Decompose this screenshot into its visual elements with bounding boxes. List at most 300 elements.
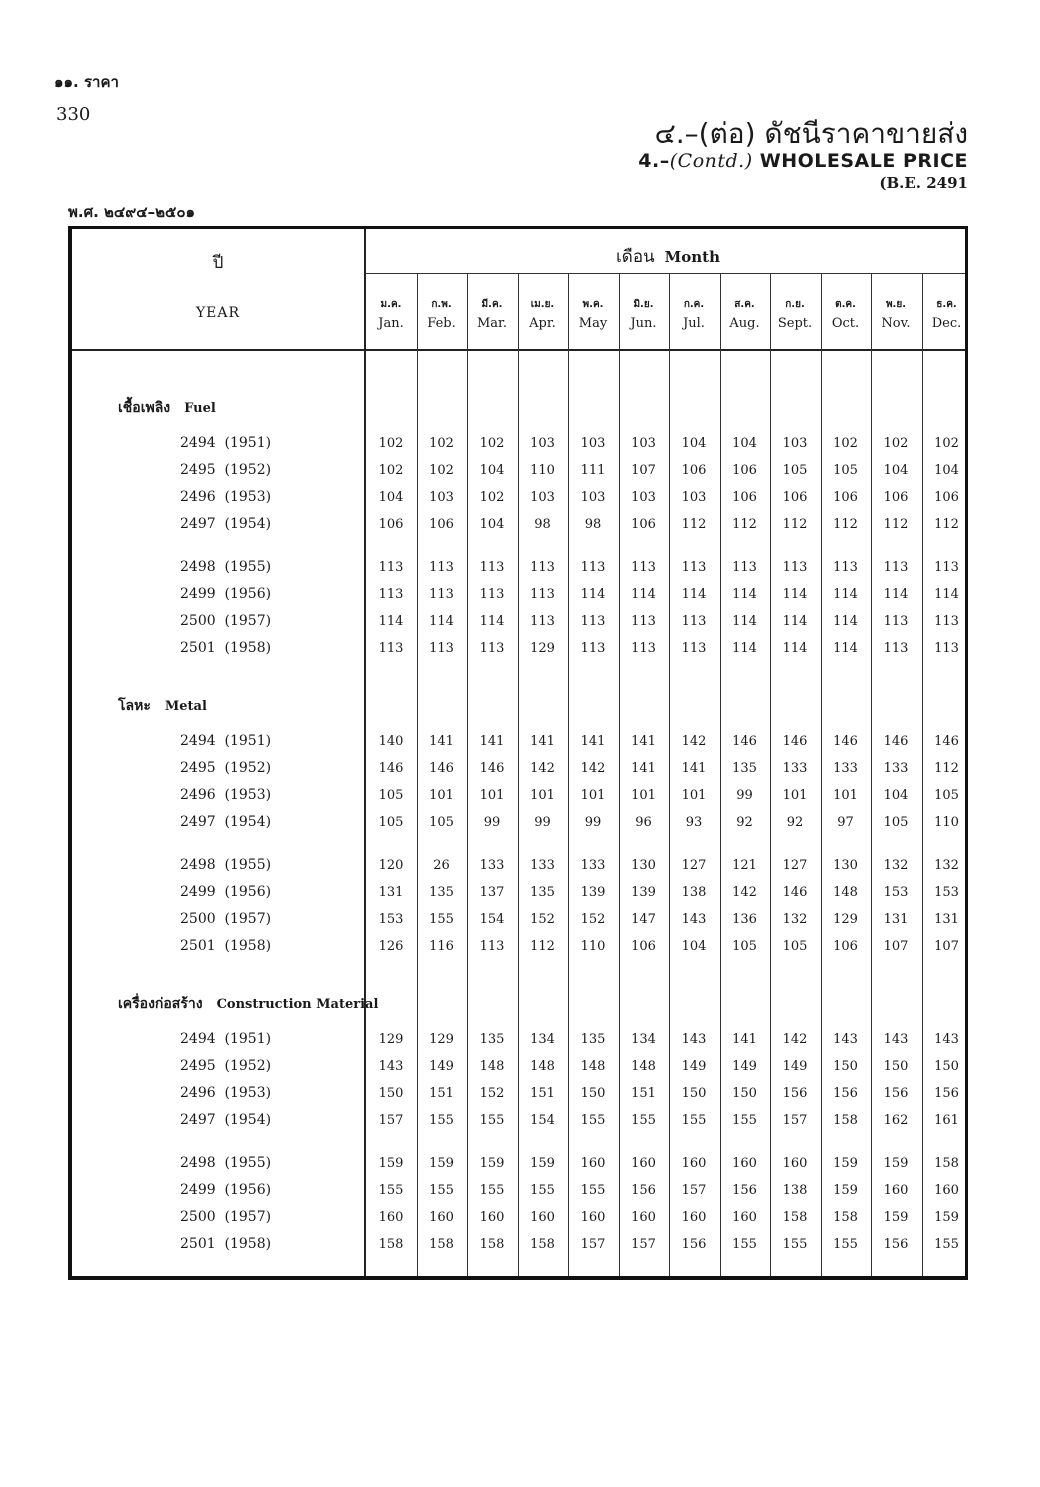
table-cell: 113 xyxy=(833,560,858,575)
table-cell: 155 xyxy=(429,1113,454,1128)
section-label xyxy=(118,397,216,419)
table-cell: 114 xyxy=(782,641,808,656)
row-year-label: 2501 (1958) xyxy=(180,640,272,656)
table-cell: 113 xyxy=(378,560,404,575)
table-cell: 105 xyxy=(378,815,404,830)
table-cell: 26 xyxy=(433,858,450,873)
table-cell: 104 xyxy=(883,788,909,803)
table-cell: 155 xyxy=(479,1183,505,1198)
table-cell: 149 xyxy=(732,1059,757,1074)
table-cell: 106 xyxy=(833,939,858,954)
table-cell: 130 xyxy=(631,858,656,873)
section-label-thai: เชื้อเพลิง xyxy=(118,400,171,416)
table-cell: 114 xyxy=(732,641,757,656)
table-cell: 146 xyxy=(479,761,505,776)
table-cell: 104 xyxy=(681,436,707,451)
table-cell: 141 xyxy=(732,1032,757,1047)
table-cell: 153 xyxy=(883,885,909,900)
table-cell: 97 xyxy=(837,815,854,830)
table-cell: 104 xyxy=(479,463,505,478)
table-cell: 160 xyxy=(530,1210,555,1225)
table-cell: 116 xyxy=(429,939,454,954)
table-cell: 143 xyxy=(681,1032,707,1047)
table-cell: 113 xyxy=(580,614,606,629)
table-cell: 160 xyxy=(580,1210,606,1225)
table-cell: 159 xyxy=(429,1156,454,1171)
table-cell: 133 xyxy=(530,858,555,873)
table-cell: 135 xyxy=(479,1032,505,1047)
month-thai: เม.ย. xyxy=(530,299,555,310)
table-cell: 148 xyxy=(833,885,858,900)
month-thai: มี.ค. xyxy=(481,299,503,310)
table-cell: 120 xyxy=(378,858,404,873)
table-cell: 112 xyxy=(883,517,909,532)
table-cell: 102 xyxy=(479,436,505,451)
table-cell: 102 xyxy=(883,436,909,451)
row-year-label: 2498 (1955) xyxy=(180,1155,272,1171)
table-cell: 149 xyxy=(782,1059,808,1074)
month-english: Feb. xyxy=(427,316,456,331)
table-cell: 129 xyxy=(530,641,555,656)
table-cell: 133 xyxy=(833,761,858,776)
table-cell: 160 xyxy=(631,1156,656,1171)
table-cell: 143 xyxy=(833,1032,858,1047)
table-cell: 141 xyxy=(479,734,505,749)
table-cell: 133 xyxy=(782,761,808,776)
month-header xyxy=(364,243,972,270)
month-english: Jun. xyxy=(630,316,657,331)
table-cell: 156 xyxy=(782,1086,808,1101)
table-cell: 131 xyxy=(378,885,404,900)
table-cell: 142 xyxy=(782,1032,808,1047)
table-cell: 113 xyxy=(934,560,959,575)
row-year-label: 2498 (1955) xyxy=(180,559,272,575)
section-label-english: Construction Material xyxy=(216,997,379,1012)
table-cell: 146 xyxy=(883,734,909,749)
table-cell: 113 xyxy=(782,560,808,575)
title-base-year: (B.E. 2491 xyxy=(879,174,968,192)
table-cell: 160 xyxy=(681,1210,707,1225)
table-cell: 113 xyxy=(479,560,505,575)
table-cell: 159 xyxy=(479,1156,505,1171)
title-en-contd: (Contd.) xyxy=(669,150,753,172)
table-cell: 138 xyxy=(782,1183,808,1198)
page-number: 330 xyxy=(56,104,91,125)
table-cell: 141 xyxy=(631,734,656,749)
table-cell: 113 xyxy=(934,641,959,656)
row-year-label: 2495 (1952) xyxy=(180,760,272,776)
month-column-header xyxy=(770,295,820,333)
row-year-label: 2501 (1958) xyxy=(180,1236,272,1252)
table-cell: 113 xyxy=(681,560,707,575)
table-cell: 141 xyxy=(429,734,454,749)
running-head: ๑๑. ราคา xyxy=(54,73,119,91)
table-cell: 155 xyxy=(580,1113,606,1128)
row-year-label: 2500 (1957) xyxy=(180,1209,272,1225)
table-cell: 158 xyxy=(479,1237,505,1252)
table-cell: 158 xyxy=(934,1156,959,1171)
table-cell: 102 xyxy=(934,436,959,451)
table-cell: 106 xyxy=(429,517,454,532)
table-cell: 157 xyxy=(378,1113,404,1128)
row-year-label: 2496 (1953) xyxy=(180,1085,272,1101)
table-cell: 113 xyxy=(883,614,909,629)
table-cell: 130 xyxy=(833,858,858,873)
table-cell: 160 xyxy=(631,1210,656,1225)
table-cell: 113 xyxy=(479,641,505,656)
table-cell: 92 xyxy=(736,815,753,830)
table-cell: 101 xyxy=(782,788,808,803)
table-cell: 113 xyxy=(883,560,909,575)
table-cell: 136 xyxy=(732,912,757,927)
row-year-label: 2498 (1955) xyxy=(180,857,272,873)
table-cell: 113 xyxy=(883,641,909,656)
table-cell: 103 xyxy=(580,490,606,505)
section-label-thai: โลหะ xyxy=(118,698,151,714)
table-cell: 133 xyxy=(580,858,606,873)
month-header-rule xyxy=(364,273,965,274)
table-cell: 150 xyxy=(934,1059,959,1074)
table-cell: 99 xyxy=(534,815,551,830)
title-en-prefix: 4.– xyxy=(638,150,670,172)
table-cell: 113 xyxy=(681,641,707,656)
table-cell: 114 xyxy=(479,614,505,629)
row-year-label: 2494 (1951) xyxy=(180,435,272,451)
table-cell: 138 xyxy=(681,885,707,900)
table-cell: 142 xyxy=(681,734,707,749)
table-cell: 141 xyxy=(580,734,606,749)
table-cell: 160 xyxy=(883,1183,909,1198)
table-cell: 129 xyxy=(378,1032,404,1047)
table-cell: 103 xyxy=(631,490,656,505)
table-cell: 113 xyxy=(681,614,707,629)
row-year-label: 2500 (1957) xyxy=(180,911,272,927)
table-cell: 114 xyxy=(833,587,858,602)
table-cell: 146 xyxy=(782,885,808,900)
table-cell: 127 xyxy=(681,858,707,873)
table-cell: 161 xyxy=(934,1113,959,1128)
month-thai: พ.ย. xyxy=(885,299,907,310)
table-cell: 150 xyxy=(883,1059,909,1074)
table-cell: 114 xyxy=(732,587,757,602)
month-english: Dec. xyxy=(931,316,962,331)
table-cell: 155 xyxy=(934,1237,959,1252)
table-cell: 113 xyxy=(429,587,454,602)
row-year-label: 2501 (1958) xyxy=(180,938,272,954)
table-cell: 160 xyxy=(378,1210,404,1225)
table-cell: 112 xyxy=(782,517,808,532)
table-cell: 146 xyxy=(429,761,454,776)
table-cell: 101 xyxy=(479,788,505,803)
month-english: Jan. xyxy=(378,316,404,331)
table-cell: 160 xyxy=(479,1210,505,1225)
table-cell: 105 xyxy=(883,815,909,830)
table-cell: 101 xyxy=(429,788,454,803)
table-cell: 155 xyxy=(782,1237,808,1252)
table-cell: 107 xyxy=(883,939,909,954)
table-cell: 106 xyxy=(782,490,808,505)
table-cell: 160 xyxy=(732,1210,757,1225)
table-cell: 151 xyxy=(631,1086,656,1101)
month-thai: พ.ค. xyxy=(582,299,604,310)
row-year-label: 2496 (1953) xyxy=(180,489,272,505)
table-cell: 157 xyxy=(681,1183,707,1198)
row-year-label: 2500 (1957) xyxy=(180,613,272,629)
table-cell: 113 xyxy=(530,587,555,602)
table-cell: 104 xyxy=(378,490,404,505)
table-cell: 147 xyxy=(631,912,656,927)
month-english: Sept. xyxy=(777,316,813,331)
table-cell: 146 xyxy=(934,734,959,749)
table-cell: 141 xyxy=(530,734,555,749)
table-cell: 113 xyxy=(631,641,656,656)
table-cell: 103 xyxy=(580,436,606,451)
table-cell: 142 xyxy=(530,761,555,776)
table-cell: 114 xyxy=(631,587,656,602)
table-cell: 148 xyxy=(479,1059,505,1074)
table-cell: 157 xyxy=(631,1237,656,1252)
table-cell: 156 xyxy=(631,1183,656,1198)
table-cell: 152 xyxy=(530,912,555,927)
table-cell: 107 xyxy=(934,939,959,954)
table-cell: 101 xyxy=(530,788,555,803)
table-cell: 141 xyxy=(681,761,707,776)
table-cell: 155 xyxy=(429,912,454,927)
table-cell: 112 xyxy=(530,939,555,954)
table-cell: 159 xyxy=(833,1156,858,1171)
table-cell: 159 xyxy=(378,1156,404,1171)
table-cell: 143 xyxy=(934,1032,959,1047)
table-cell: 159 xyxy=(934,1210,959,1225)
table-cell: 102 xyxy=(429,436,454,451)
table-cell: 151 xyxy=(530,1086,555,1101)
table-cell: 140 xyxy=(378,734,404,749)
table-cell: 160 xyxy=(782,1156,808,1171)
table-cell: 158 xyxy=(429,1237,454,1252)
table-cell: 105 xyxy=(934,788,959,803)
table-cell: 101 xyxy=(681,788,707,803)
table-cell: 131 xyxy=(883,912,909,927)
table-cell: 146 xyxy=(833,734,858,749)
table-cell: 132 xyxy=(934,858,959,873)
title-english xyxy=(638,150,968,172)
month-thai: ก.ค. xyxy=(683,299,705,310)
table-cell: 154 xyxy=(530,1113,555,1128)
section-label xyxy=(118,993,378,1015)
table-cell: 113 xyxy=(580,641,606,656)
table-cell: 143 xyxy=(883,1032,909,1047)
table-cell: 155 xyxy=(732,1113,757,1128)
table-cell: 121 xyxy=(732,858,757,873)
table-cell: 135 xyxy=(429,885,454,900)
table-cell: 157 xyxy=(580,1237,606,1252)
row-year-label: 2497 (1954) xyxy=(180,1112,272,1128)
table-cell: 114 xyxy=(934,587,959,602)
month-thai: ธ.ค. xyxy=(936,299,957,310)
table-cell: 157 xyxy=(782,1113,808,1128)
month-thai: ส.ค. xyxy=(734,299,755,310)
table-cell: 129 xyxy=(833,912,858,927)
table-cell: 113 xyxy=(378,641,404,656)
table-cell: 107 xyxy=(631,463,656,478)
table-cell: 102 xyxy=(479,490,505,505)
table-cell: 160 xyxy=(732,1156,757,1171)
table-cell: 150 xyxy=(833,1059,858,1074)
month-thai: ก.ย. xyxy=(785,299,805,310)
table-cell: 127 xyxy=(782,858,808,873)
row-year-label: 2495 (1952) xyxy=(180,1058,272,1074)
table-cell: 113 xyxy=(934,614,959,629)
table-cell: 113 xyxy=(378,587,404,602)
table-cell: 158 xyxy=(530,1237,555,1252)
table-cell: 156 xyxy=(934,1086,959,1101)
table-cell: 113 xyxy=(479,939,505,954)
table-cell: 102 xyxy=(429,463,454,478)
table-cell: 106 xyxy=(631,939,656,954)
table-cell: 113 xyxy=(631,614,656,629)
table-cell: 106 xyxy=(833,490,858,505)
table-cell: 155 xyxy=(378,1183,404,1198)
table-cell: 101 xyxy=(631,788,656,803)
row-year-label: 2497 (1954) xyxy=(180,814,272,830)
table-cell: 135 xyxy=(530,885,555,900)
table-cell: 114 xyxy=(833,614,858,629)
month-column-header xyxy=(366,295,416,333)
table-cell: 114 xyxy=(681,587,707,602)
table-cell: 133 xyxy=(479,858,505,873)
table-cell: 104 xyxy=(883,463,909,478)
table-cell: 106 xyxy=(681,463,707,478)
table-cell: 106 xyxy=(732,490,757,505)
table-cell: 155 xyxy=(681,1113,707,1128)
table-cell: 114 xyxy=(833,641,858,656)
table-cell: 132 xyxy=(782,912,808,927)
table-cell: 133 xyxy=(883,761,909,776)
table-cell: 150 xyxy=(681,1086,707,1101)
month-english: Apr. xyxy=(529,316,556,331)
section-label-english: Metal xyxy=(164,699,207,714)
table-cell: 104 xyxy=(681,939,707,954)
table-cell: 113 xyxy=(631,560,656,575)
table-cell: 159 xyxy=(883,1210,909,1225)
table-cell: 114 xyxy=(378,614,404,629)
table-cell: 113 xyxy=(530,560,555,575)
table-cell: 160 xyxy=(934,1183,959,1198)
table-cell: 105 xyxy=(378,788,404,803)
table-cell: 158 xyxy=(833,1113,858,1128)
table-cell: 113 xyxy=(580,560,606,575)
table-cell: 104 xyxy=(479,517,505,532)
table-cell: 151 xyxy=(429,1086,454,1101)
table-cell: 103 xyxy=(681,490,707,505)
table-cell: 148 xyxy=(530,1059,555,1074)
table-cell: 106 xyxy=(883,490,909,505)
section-label xyxy=(118,695,207,717)
table-cell: 114 xyxy=(429,614,454,629)
table-cell: 103 xyxy=(530,490,555,505)
table-cell: 103 xyxy=(530,436,555,451)
table-cell: 103 xyxy=(782,436,808,451)
table-cell: 113 xyxy=(429,641,454,656)
month-thai: มิ.ย. xyxy=(633,299,654,310)
table-cell: 106 xyxy=(934,490,959,505)
month-english: May xyxy=(578,316,608,331)
month-column-header xyxy=(922,295,972,333)
table-cell: 155 xyxy=(833,1237,858,1252)
title-thai: ๔.–(ต่อ) ดัชนีราคาขายส่ง xyxy=(654,117,968,150)
table-cell: 155 xyxy=(631,1113,656,1128)
table-cell: 150 xyxy=(732,1086,757,1101)
month-column-header xyxy=(720,295,770,333)
table-cell: 106 xyxy=(378,517,404,532)
table-cell: 114 xyxy=(732,614,757,629)
price-index-table xyxy=(68,226,968,1280)
table-cell: 103 xyxy=(429,490,454,505)
table-cell: 113 xyxy=(429,560,454,575)
table-cell: 152 xyxy=(479,1086,505,1101)
table-cell: 110 xyxy=(580,939,606,954)
table-cell: 154 xyxy=(479,912,505,927)
table-cell: 159 xyxy=(833,1183,858,1198)
table-cell: 146 xyxy=(732,734,757,749)
table-cell: 152 xyxy=(580,912,606,927)
table-cell: 146 xyxy=(378,761,404,776)
table-cell: 112 xyxy=(732,517,757,532)
title-en-main: WHOLESALE PRICE xyxy=(759,150,968,172)
table-cell: 112 xyxy=(833,517,858,532)
table-cell: 112 xyxy=(681,517,707,532)
month-column-header xyxy=(821,295,871,333)
table-cell: 114 xyxy=(580,587,606,602)
month-thai: ก.พ. xyxy=(431,299,452,310)
month-english: Mar. xyxy=(477,316,507,331)
row-year-label: 2495 (1952) xyxy=(180,462,272,478)
table-cell: 102 xyxy=(378,463,404,478)
table-cell: 106 xyxy=(631,517,656,532)
table-cell: 93 xyxy=(685,815,703,830)
table-cell: 159 xyxy=(530,1156,555,1171)
table-cell: 149 xyxy=(429,1059,454,1074)
table-cell: 155 xyxy=(479,1113,505,1128)
month-english: Nov. xyxy=(881,316,911,331)
month-english: Aug. xyxy=(729,316,760,331)
table-cell: 135 xyxy=(580,1032,606,1047)
table-cell: 99 xyxy=(736,788,753,803)
table-cell: 113 xyxy=(479,587,505,602)
table-cell: 155 xyxy=(429,1183,454,1198)
table-cell: 111 xyxy=(580,463,606,478)
table-cell: 92 xyxy=(786,815,804,830)
table-cell: 105 xyxy=(833,463,858,478)
table-cell: 134 xyxy=(631,1032,656,1047)
month-column-header xyxy=(518,295,568,333)
table-cell: 98 xyxy=(534,517,551,532)
table-cell: 139 xyxy=(580,885,606,900)
table-cell: 114 xyxy=(782,614,808,629)
month-column-header xyxy=(871,295,921,333)
table-cell: 162 xyxy=(883,1113,909,1128)
table-cell: 96 xyxy=(635,815,652,830)
table-cell: 139 xyxy=(631,885,656,900)
table-cell: 153 xyxy=(934,885,959,900)
table-cell: 113 xyxy=(530,614,555,629)
table-cell: 134 xyxy=(530,1032,555,1047)
row-year-label: 2499 (1956) xyxy=(180,884,272,900)
table-cell: 110 xyxy=(934,815,959,830)
row-year-label: 2499 (1956) xyxy=(180,586,272,602)
table-cell: 141 xyxy=(631,761,656,776)
table-cell: 112 xyxy=(934,517,959,532)
